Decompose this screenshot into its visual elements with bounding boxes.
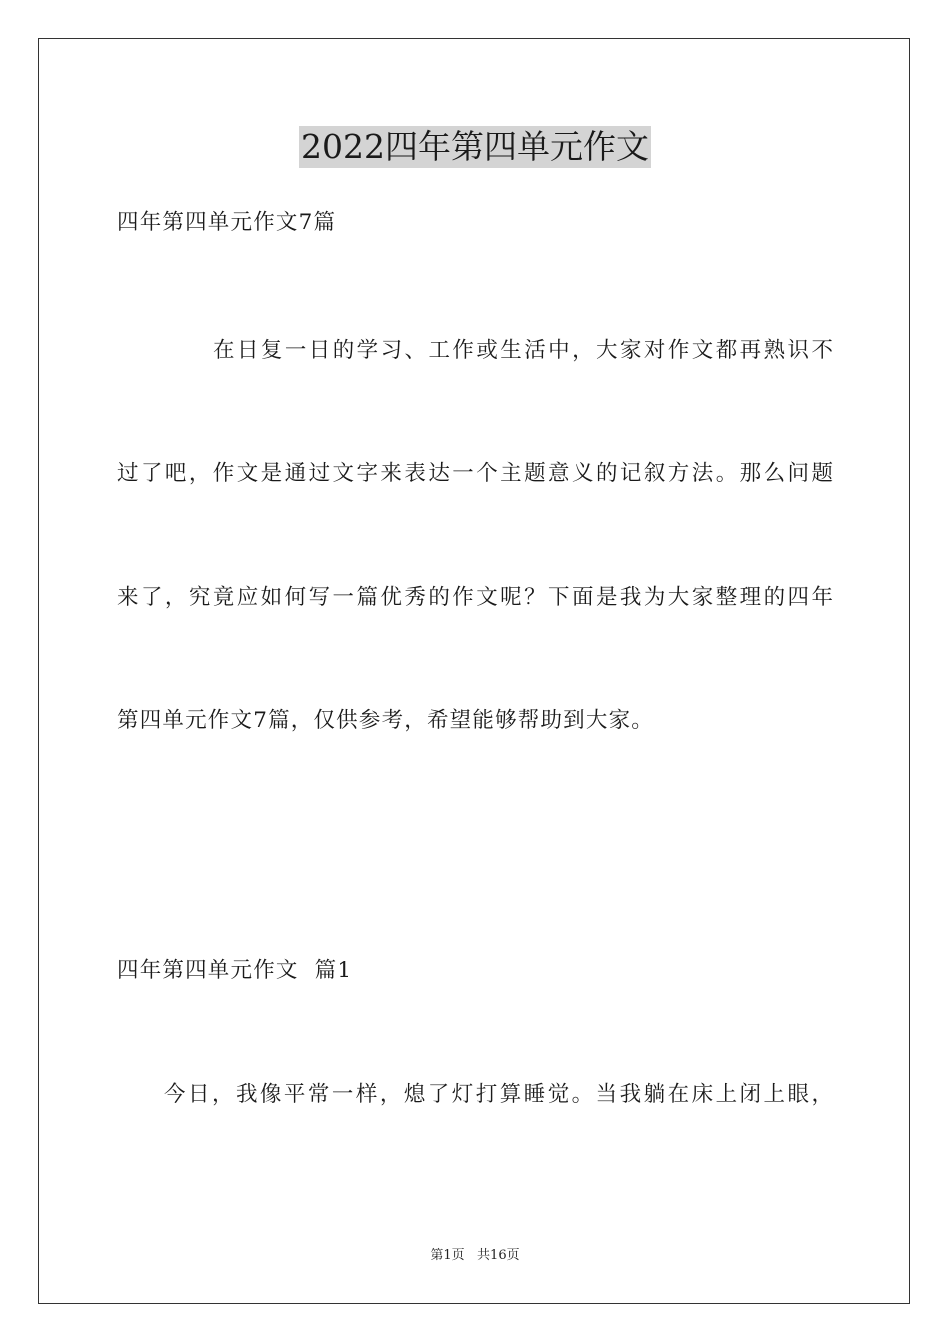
page-footer bbox=[0, 1247, 950, 1265]
document-subtitle: 四年第四单元作文7篇 bbox=[117, 210, 337, 235]
section-heading: 四年第四单元作文 篇1 bbox=[117, 958, 353, 983]
section-first-line: 今日，我像平常一样，熄了灯打算睡觉。当我躺在床上闭上眼， bbox=[164, 1082, 833, 1107]
intro-line-4: 第四单元作文7篇，仅供参考，希望能够帮助到大家。 bbox=[117, 708, 654, 733]
document-title: 2022四年第四单元作文 bbox=[301, 127, 649, 166]
intro-line-1: 在日复一日的学习、工作或生活中，大家对作文都再熟识不 bbox=[213, 338, 833, 363]
title-container bbox=[0, 126, 950, 168]
intro-line-3: 来了，究竟应如何写一篇优秀的作文呢？下面是我为大家整理的四年 bbox=[117, 585, 833, 610]
page-number: 第1页 共16页 bbox=[430, 1248, 520, 1263]
intro-line-2: 过了吧，作文是通过文字来表达一个主题意义的记叙方法。那么问题 bbox=[117, 461, 833, 486]
